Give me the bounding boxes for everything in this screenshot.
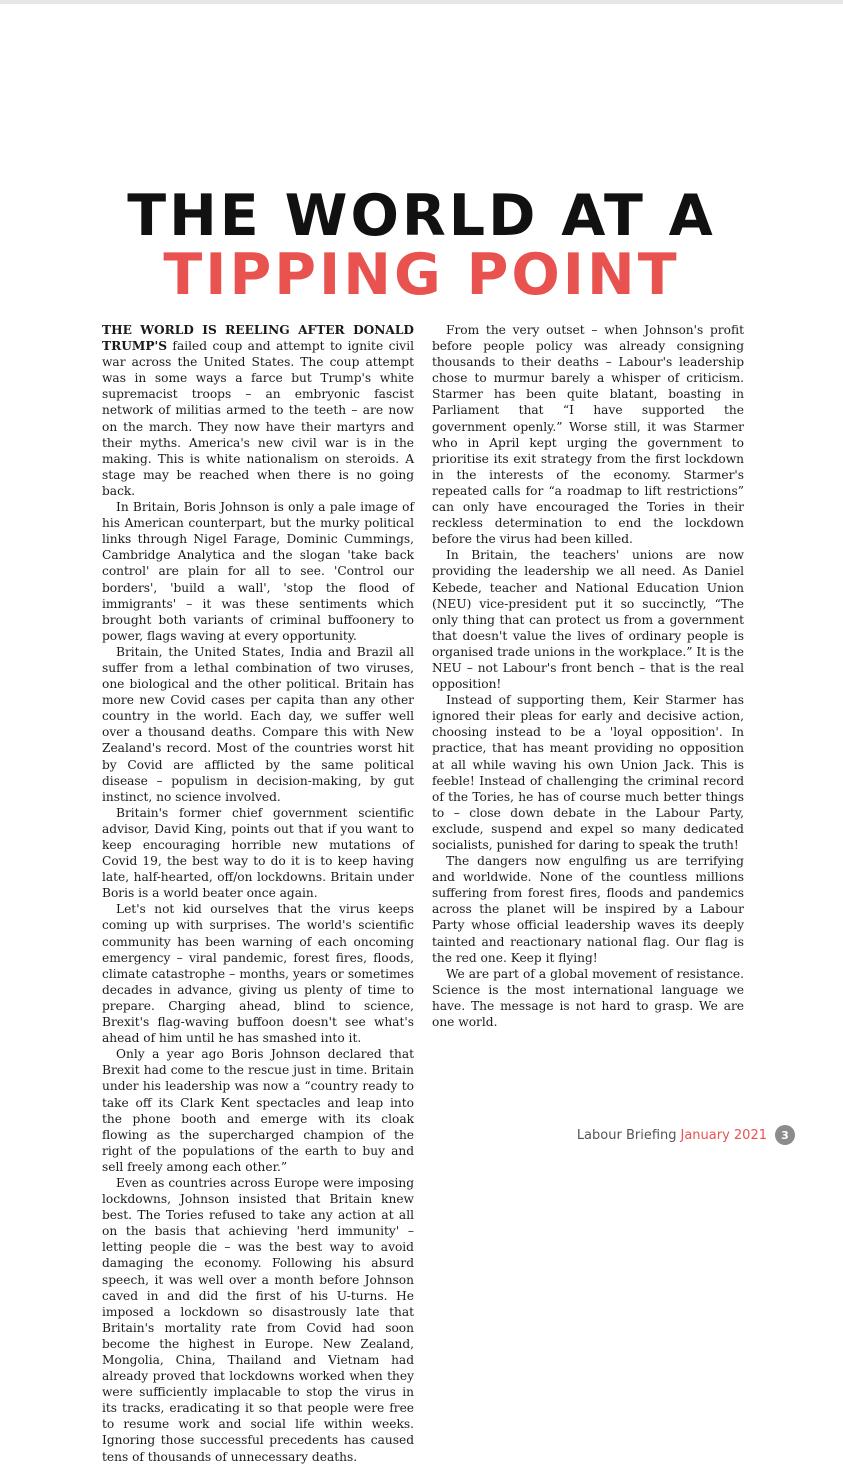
article-column-right: [432, 322, 744, 1030]
article-paragraph-11: The dangers now engulfing us are terrifying and worldwide. None of the countless millions suffering from forest fires, floods and pandemics across the planet will be inspired by a Labour Party whose official leadership waves its deeply tainted and reactionary national flag. Our flag is the red one. Keep it flying!: [432, 854, 744, 965]
article-paragraph-9: In Britain, the teachers' unions are now providing the leadership we all need. As Daniel Kebede, teacher and National Education Union (NEU) vice-president put it so succinctly, “The only thing that can protect us from a government that doesn't value the lives of ordinary people is organised trade unions in the workplace.” It is the NEU – not Labour's front bench – that is the real opposition!: [432, 548, 744, 692]
headline-line-1: THE WORLD AT A: [127, 183, 716, 249]
article-paragraph-1: THE WORLD IS REELING AFTER DONALD TRUMP'S failed coup and attempt to ignite civil war across the United States. The coup attempt was in some ways a farce but Trump's white supremacist troops – an embryonic fascist network of militias armed to the teeth – are now on the march. They now have their martyrs and their myths. America's new civil war is in the making. This is white nationalism on steroids. A stage may be reached when there is no going back.: [102, 323, 414, 498]
lead-in: THE WORLD IS REELING AFTER DONALD TRUMP'S: [102, 323, 414, 354]
article-paragraph-5: Let's not kid ourselves that the virus keeps coming up with surprises. The world's scientific community has been warning of each oncoming emergency – viral pandemic, forest fires, floods, climate catastrophe – months, years or sometimes decades in advance, giving us plenty of time to prepare. Charging ahead, blind to science, Brexit's flag-waving buffoon doesn't see what's ahead of him until he has smashed into it.: [102, 902, 414, 1046]
article-paragraph-8: From the very outset – when Johnson's profit before people policy was already consigning thousands to their deaths – Labour's leadership chose to murmur barely a whisper of criticism. Starmer has been quite blatant, boasting in Parliament that “I have supported the government openly.” Worse still, it was Starmer who in April kept urging the government to prioritise its exit strategy from the first lockdown in the interests of the economy. Starmer's repeated calls for “a roadmap to lift restrictions” can only have encouraged the Tories in their reckless determination to end the lockdown before the virus had been killed.: [432, 323, 744, 547]
issue-date: January 2021: [680, 1127, 767, 1143]
article-paragraph-3: Britain, the United States, India and Brazil all suffer from a lethal combination of two viruses, one biological and the other political. Britain has more new Covid cases per capita than any other country in the world. Each day, we suffer well over a thousand deaths. Compare this with New Zealand's record. Most of the countries worst hit by Covid are afflicted by the same political disease – populism in decision-making, by gut instinct, no science involved.: [102, 644, 414, 804]
article-paragraph-12: We are part of a global movement of resistance. Science is the most international language we have. The message is not hard to grasp. We are one world.: [432, 966, 744, 1030]
article-paragraph-2: In Britain, Boris Johnson is only a pale image of his American counterpart, but the murky political links through Nigel Farage, Dominic Cummings, Cambridge Analytica and the slogan 'take back control' are plain for all to see. 'Control our borders', 'build a wall', 'stop the flood of immigrants' – it was these sentiments which brought both variants of criminal buffoonery to power, flags waving at every opportunity.: [102, 500, 414, 643]
page-footer: [577, 1125, 795, 1145]
article-paragraph-4: Britain's former chief government scientific advisor, David King, points out that if you want to keep encouraging horrible new mutations of Covid 19, the best way to do it is to keep having late, half-hearted, off/on lockdowns. Britain under Boris is a world beater once again.: [102, 805, 414, 901]
article-paragraph-6: Only a year ago Boris Johnson declared that Brexit had come to the rescue just in time. Britain under his leadership was now a “country ready to take off its Clark Kent spectacles and leap into the phone booth and emerge with its cloak flowing as the supercharged champion of the right of the populations of the earth to buy and sell freely among each other.”: [102, 1047, 414, 1174]
publication-name: Labour Briefing: [576, 1127, 677, 1143]
headline-line-2: TIPPING POINT: [163, 242, 680, 308]
top-rule: [0, 0, 843, 4]
page-number-badge: 3: [775, 1125, 795, 1145]
article-column-left: [102, 322, 414, 1465]
article-paragraph-10: Instead of supporting them, Keir Starmer has ignored their pleas for early and decisive action, choosing instead to be a 'loyal opposition'. In practice, that has meant providing no opposition at all while waving his own Union Jack. This is feeble! Instead of challenging the criminal record of the Tories, he has of course much better things to – close down debate in the Labour Party, exclude, suspend and expel so many dedicated socialists, punished for daring to speak the truth!: [432, 693, 744, 852]
article-paragraph-7: Even as countries across Europe were imposing lockdowns, Johnson insisted that Britain knew best. The Tories refused to take any action at all on the basis that achieving 'herd immunity' – letting people die – was the best way to avoid damaging the economy. Following his absurd speech, it was well over a month before Johnson caved in and did the first of his U-turns. He imposed a lockdown so disastrously late that Britain's mortality rate from Covid had soon become the highest in Europe. New Zealand, Mongolia, China, Thailand and Vietnam had already proved that lockdowns worked when they were sufficiently implacable to stop the virus in its tracks, eradicating it so that people were free to resume work and social life within weeks. Ignoring those successful precedents has caused tens of thousands of unnecessary deaths.: [102, 1175, 414, 1464]
